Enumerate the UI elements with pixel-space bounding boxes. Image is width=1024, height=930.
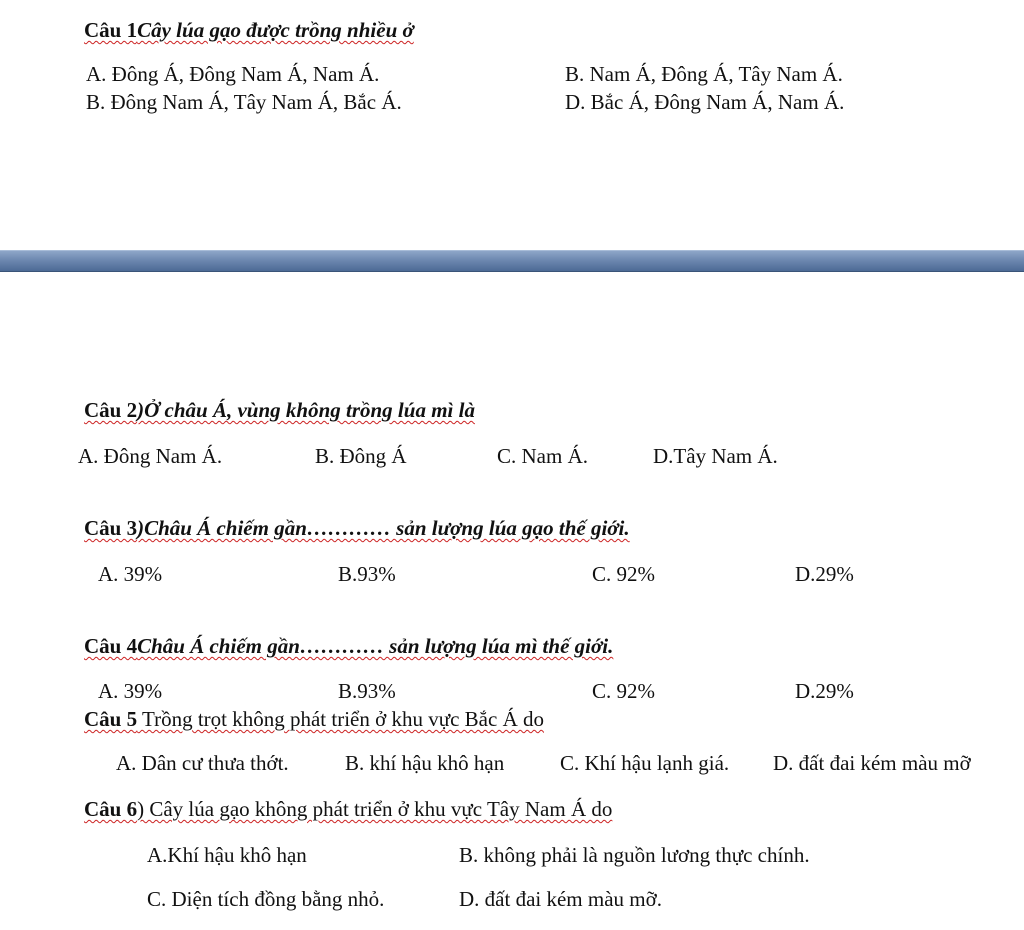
q4-option-a: A. 39%: [98, 679, 163, 703]
q3-option-c: C. 92%: [592, 562, 655, 586]
q5-option-b: B. khí hậu khô hạn: [345, 751, 505, 775]
q1-option-b-2: B. Đông Nam Á, Tây Nam Á, Bắc Á.: [86, 90, 402, 114]
page-break-separator: [0, 250, 1024, 272]
question-5-text: Trồng trọt không phát triển ở khu vực Bắc Á do: [137, 707, 544, 731]
q3-option-d: D.29%: [795, 562, 854, 586]
q4-option-b: B.93%: [338, 679, 396, 703]
question-1-stem: [84, 18, 414, 42]
question-5-stem: [84, 707, 544, 731]
question-2-stem: [84, 398, 475, 422]
question-3-stem: [84, 516, 630, 540]
question-5-number: Câu 5: [84, 707, 138, 731]
q3-option-a: A. 39%: [98, 562, 163, 586]
q2-option-b: B. Đông Á: [315, 444, 407, 468]
q2-option-a: A. Đông Nam Á.: [78, 444, 223, 468]
q6-option-d: D. đất đai kém màu mỡ.: [459, 887, 662, 911]
q2-option-d: D.Tây Nam Á.: [653, 444, 778, 468]
question-4-stem: [84, 634, 613, 658]
question-4-number: Câu 4: [84, 634, 138, 658]
q5-option-d: D. đất đai kém màu mỡ: [773, 751, 971, 775]
question-1-text: Cây lúa gạo được trồng nhiều ở: [137, 18, 414, 42]
question-6-number: Câu 6: [84, 797, 138, 821]
q5-option-c: C. Khí hậu lạnh giá.: [560, 751, 730, 775]
q1-option-d: D. Bắc Á, Đông Nam Á, Nam Á.: [565, 90, 845, 114]
question-2-number: Câu 2: [84, 398, 138, 422]
q4-option-d: D.29%: [795, 679, 854, 703]
question-6-text: ) Cây lúa gạo không phát triển ở khu vực Tây Nam Á do: [137, 797, 613, 821]
question-3-text: )Châu Á chiếm gần………… sản lượng lúa gạo thế giới.: [137, 516, 630, 540]
q2-option-c: C. Nam Á.: [497, 444, 588, 468]
question-2-text: )Ở châu Á, vùng không trồng lúa mì là: [137, 398, 475, 422]
q5-option-a: A. Dân cư thưa thớt.: [116, 751, 289, 775]
question-1-number: Câu 1: [84, 18, 138, 42]
question-4-text: Châu Á chiếm gần………… sản lượng lúa mì thế giới.: [137, 634, 614, 658]
q6-option-a: A.Khí hậu khô hạn: [147, 843, 307, 867]
question-3-number: Câu 3: [84, 516, 138, 540]
q1-option-b: B. Nam Á, Đông Á, Tây Nam Á.: [565, 62, 843, 86]
q6-option-c: C. Diện tích đồng bằng nhỏ.: [147, 887, 385, 911]
question-6-stem: [84, 797, 612, 821]
q1-option-a: A. Đông Á, Đông Nam Á, Nam Á.: [86, 62, 380, 86]
q4-option-c: C. 92%: [592, 679, 655, 703]
q3-option-b: B.93%: [338, 562, 396, 586]
q6-option-b: B. không phải là nguồn lương thực chính.: [459, 843, 810, 867]
